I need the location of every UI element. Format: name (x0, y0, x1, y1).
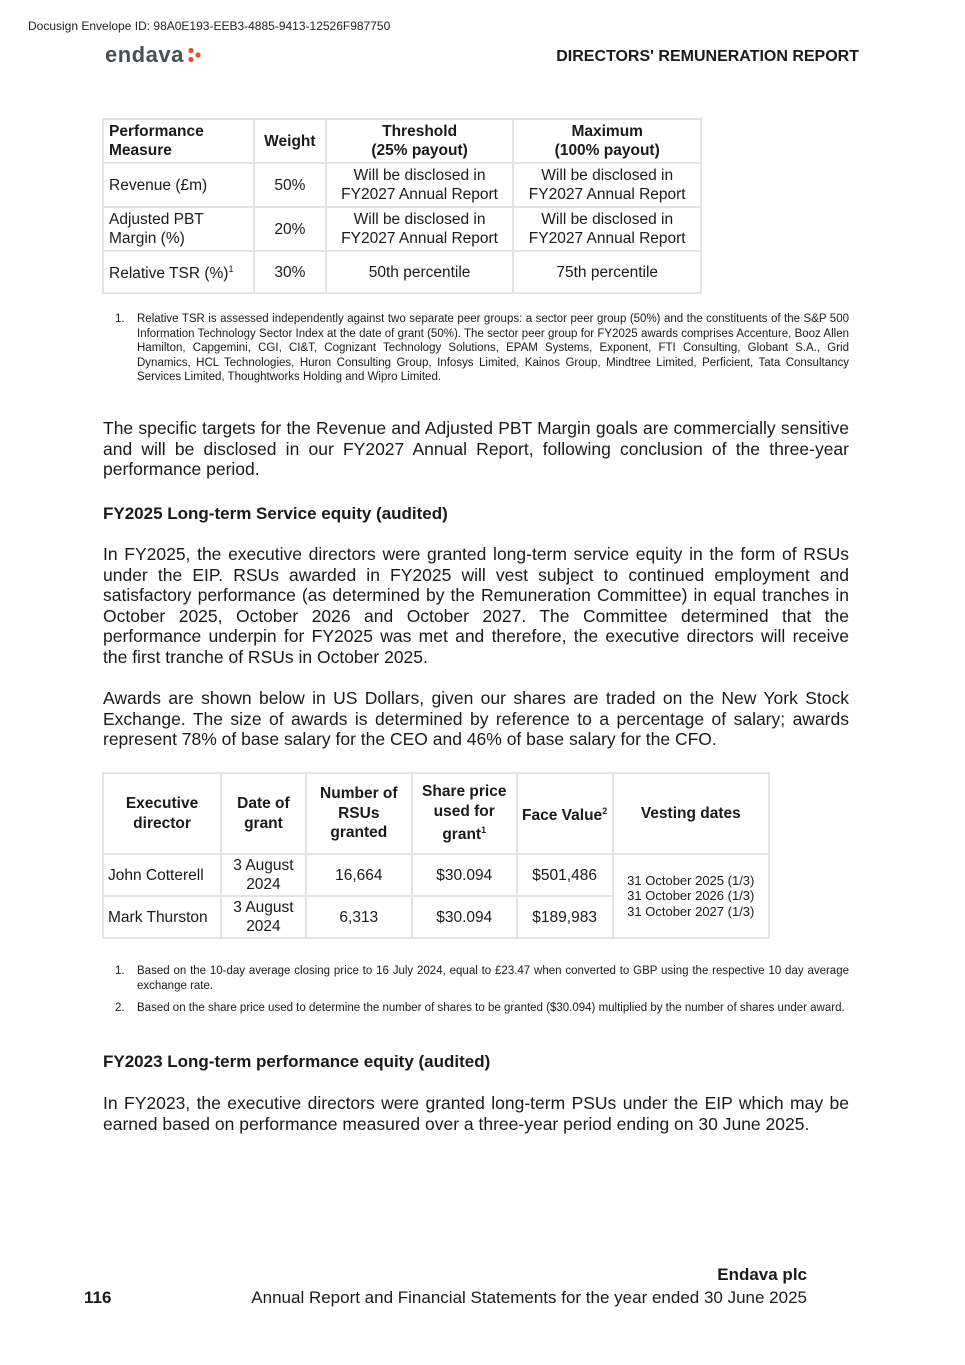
cell-price: $30.094 (412, 854, 517, 896)
header-number-of-rsus: Number of RSUs granted (306, 773, 412, 854)
cell-maximum: 75th percentile (513, 251, 701, 293)
page-number: 116 (84, 1288, 112, 1307)
cell-director: Mark Thurston (103, 896, 221, 938)
footer-company-name: Endava plc (717, 1265, 807, 1284)
footnote-relative-tsr (115, 312, 849, 385)
cell-measure: Adjusted PBT Margin (%) (103, 207, 254, 251)
header-face-value: Face Value$^2$ (517, 773, 613, 854)
footnote-share-price (115, 964, 849, 993)
header-date-of-grant: Date of grant (221, 773, 306, 854)
vesting-date: 31 October 2026 (1/3) (627, 888, 755, 904)
cell-date: 3 August 2024 (221, 896, 306, 938)
footnote-face-value (115, 1001, 849, 1016)
paragraph-fy2025-rsus: In FY2025, the executive directors were granted long-term service equity in the form of RSUs under the EIP. RSUs awarded in FY2025 will vest subject to continued employment and satisfactory performance (as determined by the Remuneration Committee) in equal tranches in October 2025, October 2026 and October 2027. The Committee determined that the performance underpin for FY2025 was met and therefore, the executive directors will receive the first tranche of RSUs in October 2025. (103, 544, 849, 667)
table-header-row (103, 119, 701, 163)
cell-face-value: $501,486 (517, 854, 613, 896)
cell-weight: 50% (254, 163, 326, 207)
cell-date: 3 August 2024 (221, 854, 306, 896)
table-row (103, 854, 769, 896)
paragraph-targets: The specific targets for the Revenue and Adjusted PBT Margin goals are commercially sensitive and will be disclosed in our FY2027 Annual Report, following conclusion of the three-year performance period. (103, 418, 849, 479)
logo-text: endava (105, 42, 184, 67)
table-row (103, 163, 701, 207)
table-row (103, 251, 701, 293)
header-threshold: Threshold (25% payout) (326, 119, 514, 163)
cell-threshold: Will be disclosed in FY2027 Annual Report (326, 207, 514, 251)
logo-mark-icon (187, 47, 203, 63)
footnote-number: 1. (115, 965, 125, 977)
rsu-awards-table (102, 772, 770, 939)
header-maximum: Maximum (100% payout) (513, 119, 701, 163)
footnote-number: 1. (115, 313, 125, 325)
header-performance-measure: Performance Measure (103, 119, 254, 163)
cell-maximum: Will be disclosed in FY2027 Annual Report (513, 207, 701, 251)
cell-threshold: Will be disclosed in FY2027 Annual Report (326, 163, 514, 207)
report-section-title: DIRECTORS' REMUNERATION REPORT (556, 48, 859, 65)
cell-director: John Cotterell (103, 854, 221, 896)
cell-face-value: $189,983 (517, 896, 613, 938)
header-executive-director: Executive director (103, 773, 221, 854)
cell-measure: Revenue (£m) (103, 163, 254, 207)
table-row (103, 207, 701, 251)
performance-measures-table (102, 118, 702, 294)
vesting-date: 31 October 2027 (1/3) (627, 903, 755, 919)
table-header-row (103, 773, 769, 854)
cell-weight: 20% (254, 207, 326, 251)
endava-logo (105, 42, 203, 68)
paragraph-fy2023-psus: In FY2023, the executive directors were granted long-term PSUs under the EIP which may be earned based on performance measured over a three-year period ending on 30 June 2025. (103, 1093, 849, 1134)
heading-fy2025-service-equity: FY2025 Long-term Service equity (audited) (103, 504, 448, 523)
cell-vesting-dates (613, 854, 769, 938)
footnote-number: 2. (115, 1002, 125, 1014)
header-share-price: Share price used for grant$^1$ (412, 773, 517, 854)
footer-report-title: Annual Report and Financial Statements for the year ended 30 June 2025 (251, 1288, 807, 1307)
docusign-envelope-id: Docusign Envelope ID: 98A0E193-EEB3-4885-9413-12526F987750 (28, 19, 391, 33)
heading-fy2023-performance-equity: FY2023 Long-term performance equity (audited) (103, 1052, 491, 1071)
cell-price: $30.094 (412, 896, 517, 938)
cell-number: 16,664 (306, 854, 412, 896)
cell-threshold: 50th percentile (326, 251, 514, 293)
cell-weight: 30% (254, 251, 326, 293)
footnote-text: Based on the 10-day average closing price to 16 July 2024, equal to £23.47 when converted to GBP using the respective 10 day average exchange rate. (137, 965, 849, 992)
cell-measure: Relative TSR (%)$^1$ (103, 251, 254, 293)
header-weight: Weight (254, 119, 326, 163)
footnote-text: Relative TSR is assessed independently against two separate peer groups: a sector peer group (50%) and the constituents of the S&P 500 Information Technology Sector Index at the date of grant (50%). The sector peer group for FY2025 awards comprises Accenture, Booz Allen Hamilton, Capgemini, CGI, CI&T, Cognizant Technology Solutions, EPAM Systems, Exponent, FTI Consulting, Globant S.A., Grid Dynamics, HCL Technologies, Huron Consulting Group, Infosys Limited, Kainos Group, Mindtree Limited, Perficient, Tata Consultancy Services Limited, Thoughtworks Holding and Wipro Limited. (137, 313, 849, 383)
vesting-date: 31 October 2025 (1/3) (627, 872, 755, 888)
footnote-text: Based on the share price used to determine the number of shares to be granted ($30.094) multiplied by the number of shares under award. (137, 1002, 845, 1014)
cell-maximum: Will be disclosed in FY2027 Annual Report (513, 163, 701, 207)
header-vesting-dates: Vesting dates (613, 773, 769, 854)
paragraph-awards-usd: Awards are shown below in US Dollars, given our shares are traded on the New York Stock Exchange. The size of awards is determined by reference to a percentage of salary; awards represent 78% of base salary for the CEO and 46% of base salary for the CFO. (103, 688, 849, 749)
cell-number: 6,313 (306, 896, 412, 938)
